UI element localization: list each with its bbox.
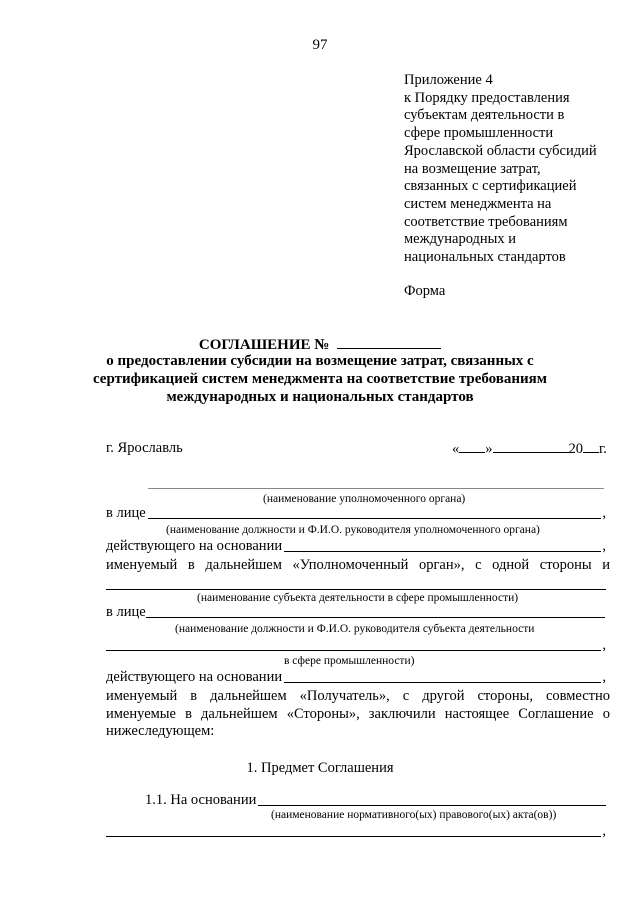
appendix-line: Приложение 4 bbox=[404, 72, 493, 88]
in-person-label: в лице bbox=[106, 505, 146, 521]
authority-basis-field[interactable] bbox=[284, 551, 601, 552]
subject-basis-field[interactable] bbox=[284, 682, 601, 683]
appendix-line: международных и bbox=[404, 231, 517, 248]
city-label: г. Ярославль bbox=[106, 440, 183, 456]
page-number: 97 bbox=[312, 37, 328, 53]
subject-name-field[interactable] bbox=[106, 589, 606, 590]
in-person-label: в лице bbox=[106, 604, 146, 620]
appendix-line: соответствие требованиям bbox=[404, 213, 568, 230]
quote-close: » bbox=[485, 441, 493, 457]
agreement-title-text: СОГЛАШЕНИЕ № bbox=[198, 337, 330, 353]
year-field[interactable] bbox=[583, 440, 599, 453]
subtitle-line: сертификацией систем менеджмента на соответствие требованиям bbox=[92, 371, 548, 387]
quote-open: « bbox=[452, 441, 460, 457]
subject-head-continuation-row bbox=[106, 637, 606, 654]
comma: , bbox=[602, 637, 606, 653]
agreement-title bbox=[0, 334, 640, 354]
form-label: Форма bbox=[404, 283, 446, 299]
item-1-1-label: 1.1. На основании bbox=[145, 792, 257, 808]
authority-head-caption: (наименование должности и Ф.И.О. руководителя уполномоченного органа) bbox=[166, 524, 540, 536]
day-field[interactable] bbox=[459, 440, 485, 453]
subject-head-caption-cont: в сфере промышленности) bbox=[284, 655, 415, 667]
subtitle-line: о предоставлении субсидии на возмещение затрат, связанных с bbox=[106, 353, 534, 369]
year-prefix: 20 bbox=[568, 441, 583, 457]
authority-caption: (наименование уполномоченного органа) bbox=[263, 493, 466, 505]
appendix-line: Ярославской области субсидий bbox=[404, 142, 597, 159]
appendix-line: сфере промышленности bbox=[404, 125, 554, 142]
hereinafter-recipient-line2: именуемые в дальнейшем «Стороны», заключили настоящее Соглашение о bbox=[106, 706, 610, 722]
appendix-line: субъектам деятельности в bbox=[404, 107, 565, 124]
hereinafter-recipient-line1: именуемый в дальнейшем «Получатель», с другой стороны, совместно bbox=[106, 688, 610, 704]
in-person-row-1 bbox=[106, 505, 606, 522]
comma: , bbox=[602, 505, 606, 521]
year-suffix: г. bbox=[599, 441, 607, 457]
legal-act-caption: (наименование нормативного(ых) правового(ых) акта(ов)) bbox=[271, 809, 557, 821]
section-1-heading: 1. Предмет Соглашения bbox=[246, 760, 394, 776]
acting-basis-label: действующего на основании bbox=[106, 669, 283, 685]
legal-act-field-2[interactable] bbox=[106, 836, 601, 837]
comma: , bbox=[602, 669, 606, 685]
hereinafter-recipient-line3: нижеследующем: bbox=[106, 723, 215, 739]
subject-head-caption: (наименование должности и Ф.И.О. руководителя субъекта деятельности bbox=[175, 623, 535, 635]
hereinafter-authority: именуемый в дальнейшем «Уполномоченный орган», с одной стороны и bbox=[106, 557, 610, 573]
appendix-block bbox=[404, 72, 597, 267]
subtitle-line: международных и национальных стандартов bbox=[166, 389, 474, 405]
agreement-subtitle bbox=[0, 352, 640, 406]
acting-basis-label: действующего на основании bbox=[106, 538, 283, 554]
subject-caption: (наименование субъекта деятельности в сфере промышленности) bbox=[197, 592, 519, 604]
appendix-line: к Порядку предоставления bbox=[404, 89, 570, 106]
appendix-line: связанных с сертификацией bbox=[404, 178, 577, 195]
appendix-line: систем менеджмента на bbox=[404, 195, 552, 212]
comma: , bbox=[602, 823, 606, 839]
appendix-line: национальных стандартов bbox=[404, 249, 566, 266]
in-person-row-2 bbox=[106, 604, 606, 621]
authority-name-field[interactable] bbox=[148, 488, 604, 489]
authority-head-field[interactable] bbox=[148, 518, 602, 519]
agreement-number-field[interactable] bbox=[337, 334, 441, 349]
subject-head-field[interactable] bbox=[146, 617, 605, 618]
appendix-line: на возмещение затрат, bbox=[404, 160, 541, 177]
legal-act-continuation-row bbox=[106, 823, 606, 840]
month-field[interactable] bbox=[493, 440, 569, 453]
legal-act-field[interactable] bbox=[258, 805, 606, 806]
acting-basis-row-2 bbox=[106, 669, 606, 686]
subject-head-field-2[interactable] bbox=[106, 650, 601, 651]
acting-basis-row-1 bbox=[106, 538, 606, 555]
item-1-1-row bbox=[145, 792, 606, 809]
date-field bbox=[452, 440, 607, 458]
comma: , bbox=[602, 538, 606, 554]
